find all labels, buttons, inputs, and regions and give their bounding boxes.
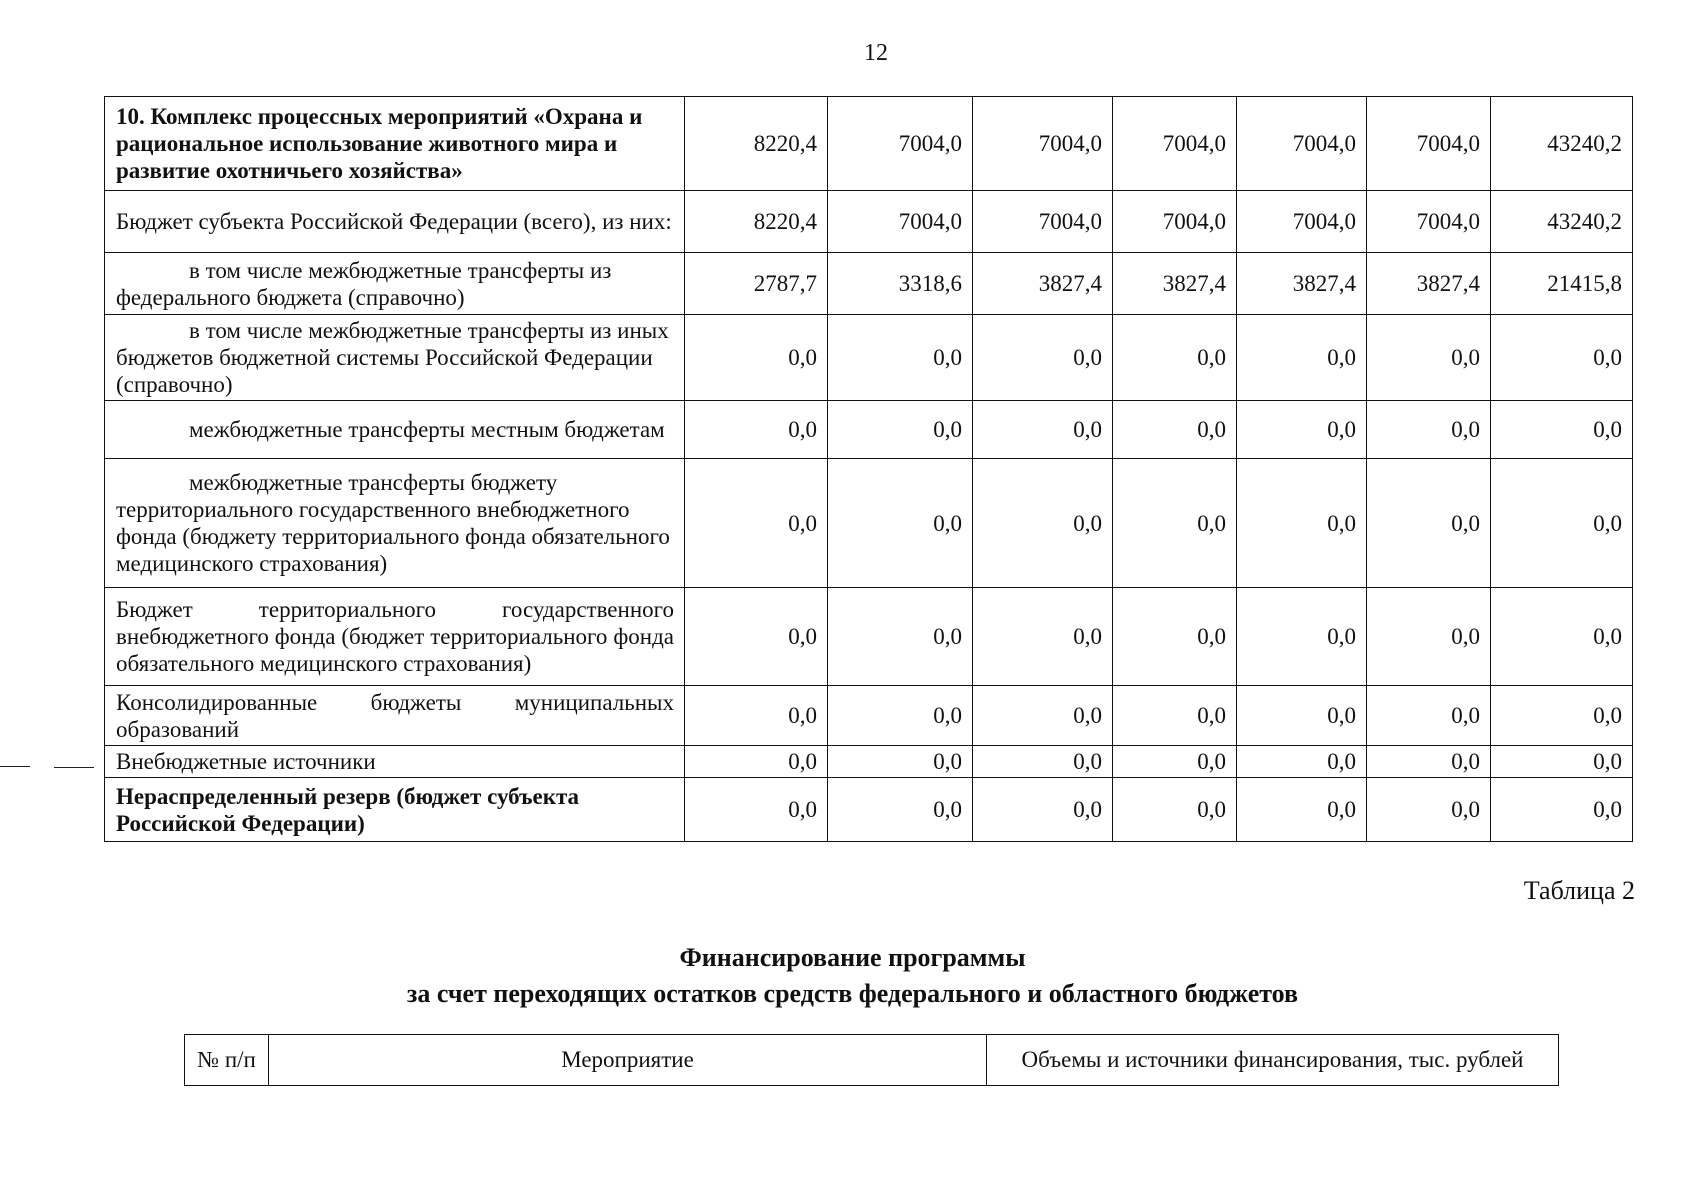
row-label: Бюджет территориального государственного внебюджетного фонда (бюджет территориального фонда обязательного медицинского страхования) (105, 588, 685, 686)
value-cell: 7004,0 (1367, 97, 1491, 191)
table-caption: Таблица 2 (1523, 876, 1635, 905)
value-cell: 0,0 (828, 778, 973, 842)
table-row (105, 588, 1633, 686)
page-number: 12 (864, 40, 888, 66)
total-cell: 43240,2 (1491, 97, 1633, 191)
table-row (105, 253, 1633, 315)
row-label: в том числе межбюджетные трансферты из иных бюджетов бюджетной системы Российской Федерации (справочно) (105, 315, 685, 401)
value-cell: 0,0 (1237, 746, 1367, 778)
value-cell: 0,0 (685, 588, 828, 686)
total-cell: 0,0 (1491, 315, 1633, 401)
value-cell: 0,0 (1113, 746, 1237, 778)
value-cell: 3827,4 (1113, 253, 1237, 315)
column-header: Мероприятие (269, 1035, 987, 1086)
value-cell: 0,0 (1237, 315, 1367, 401)
value-cell: 0,0 (685, 686, 828, 746)
scan-artifact (54, 767, 94, 768)
total-cell: 0,0 (1491, 588, 1633, 686)
value-cell: 0,0 (1113, 315, 1237, 401)
value-cell: 0,0 (1367, 746, 1491, 778)
row-label: Внебюджетные источники (105, 746, 685, 778)
column-header: Объемы и источники финансирования, тыс. рублей (987, 1035, 1559, 1086)
column-header: № п/п (185, 1035, 269, 1086)
value-cell: 0,0 (685, 778, 828, 842)
row-label: Консолидированные бюджеты муниципальных образований (105, 686, 685, 746)
value-cell: 0,0 (1113, 459, 1237, 588)
value-cell: 2787,7 (685, 253, 828, 315)
value-cell: 7004,0 (1113, 191, 1237, 253)
total-cell: 0,0 (1491, 401, 1633, 459)
title-line: за счет переходящих остатков средств федерального и областного бюджетов (406, 979, 1299, 1008)
row-label: 10. Комплекс процессных мероприятий «Охрана и рациональное использование животного мира и развитие охотничьего хозяйства» (105, 97, 685, 191)
value-cell: 0,0 (1113, 401, 1237, 459)
value-cell: 0,0 (828, 459, 973, 588)
value-cell: 3827,4 (1237, 253, 1367, 315)
value-cell: 0,0 (1113, 588, 1237, 686)
value-cell: 0,0 (685, 459, 828, 588)
funding-table (104, 96, 1633, 842)
value-cell: 0,0 (685, 746, 828, 778)
value-cell: 0,0 (1237, 686, 1367, 746)
value-cell: 7004,0 (828, 97, 973, 191)
value-cell: 0,0 (973, 746, 1113, 778)
row-label: межбюджетные трансферты местным бюджетам (105, 401, 685, 459)
value-cell: 0,0 (973, 315, 1113, 401)
value-cell: 8220,4 (685, 97, 828, 191)
table-row (105, 459, 1633, 588)
value-cell: 7004,0 (1113, 97, 1237, 191)
table-row (105, 191, 1633, 253)
table-row (105, 746, 1633, 778)
value-cell: 7004,0 (973, 97, 1113, 191)
value-cell: 7004,0 (1237, 191, 1367, 253)
value-cell: 0,0 (1237, 401, 1367, 459)
value-cell: 7004,0 (828, 191, 973, 253)
table-row (105, 686, 1633, 746)
value-cell: 7004,0 (1237, 97, 1367, 191)
row-label: в том числе межбюджетные трансферты из федерального бюджета (справочно) (105, 253, 685, 315)
value-cell: 7004,0 (1367, 191, 1491, 253)
value-cell: 7004,0 (973, 191, 1113, 253)
table-row (105, 778, 1633, 842)
total-cell: 0,0 (1491, 778, 1633, 842)
value-cell: 0,0 (973, 401, 1113, 459)
value-cell: 0,0 (828, 588, 973, 686)
value-cell: 0,0 (828, 401, 973, 459)
value-cell: 0,0 (1237, 778, 1367, 842)
value-cell: 0,0 (973, 459, 1113, 588)
value-cell: 0,0 (973, 686, 1113, 746)
value-cell: 0,0 (685, 401, 828, 459)
total-cell: 43240,2 (1491, 191, 1633, 253)
value-cell: 0,0 (828, 746, 973, 778)
table-row (105, 97, 1633, 191)
value-cell: 0,0 (828, 686, 973, 746)
value-cell: 0,0 (1237, 459, 1367, 588)
funding-table-body (105, 97, 1633, 842)
value-cell: 0,0 (973, 588, 1113, 686)
value-cell: 0,0 (1113, 778, 1237, 842)
value-cell: 0,0 (1367, 778, 1491, 842)
value-cell: 0,0 (828, 315, 973, 401)
row-label: Бюджет субъекта Российской Федерации (всего), из них: (105, 191, 685, 253)
value-cell: 0,0 (1367, 401, 1491, 459)
total-cell: 0,0 (1491, 686, 1633, 746)
table-row (105, 401, 1633, 459)
value-cell: 3827,4 (1367, 253, 1491, 315)
value-cell: 0,0 (1113, 686, 1237, 746)
value-cell: 0,0 (1367, 315, 1491, 401)
value-cell: 3827,4 (973, 253, 1113, 315)
row-label: Нераспределенный резерв (бюджет субъекта Российской Федерации) (105, 778, 685, 842)
total-cell: 0,0 (1491, 459, 1633, 588)
section-title (0, 940, 1705, 1012)
value-cell: 0,0 (973, 778, 1113, 842)
value-cell: 0,0 (1367, 588, 1491, 686)
total-cell: 21415,8 (1491, 253, 1633, 315)
header-row (185, 1035, 1559, 1086)
value-cell: 0,0 (1367, 459, 1491, 588)
table-row (105, 315, 1633, 401)
value-cell: 0,0 (1367, 686, 1491, 746)
row-label: межбюджетные трансферты бюджету территориального государственного внебюджетного фонда (бюджету территориального фонда обязательного медицинского страхования) (105, 459, 685, 588)
scan-artifact (0, 766, 30, 767)
value-cell: 3318,6 (828, 253, 973, 315)
title-line: Финансирование программы (679, 943, 1026, 972)
value-cell: 8220,4 (685, 191, 828, 253)
table2-header (184, 1034, 1559, 1086)
total-cell: 0,0 (1491, 746, 1633, 778)
value-cell: 0,0 (685, 315, 828, 401)
value-cell: 0,0 (1237, 588, 1367, 686)
